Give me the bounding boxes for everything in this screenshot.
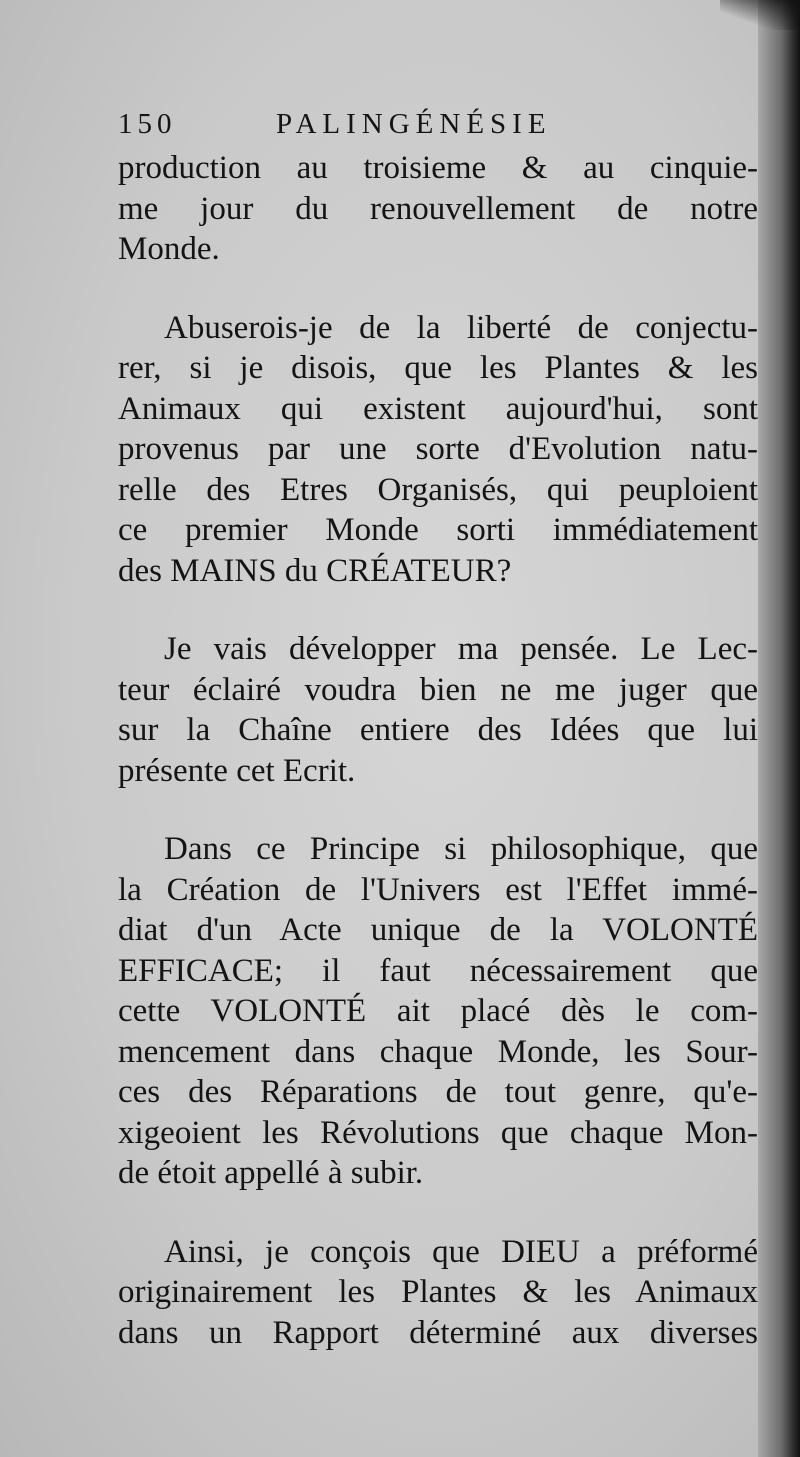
text-line: production au troisieme & au cinquie- [118, 150, 758, 186]
page-edge-shadow [758, 0, 800, 1457]
running-title: PALINGÉNÉSIE [276, 108, 552, 140]
page-corner-shadow [720, 0, 800, 30]
text-line: relle des Etres Organisés, qui peuploient [118, 471, 758, 508]
text-line: de étoit appellé à subir. [118, 1155, 424, 1191]
page-text [118, 100, 758, 1353]
text-line: des MAINS du CRÉATEUR? [118, 552, 512, 589]
paragraph [118, 308, 758, 592]
text-line: Dans ce Principe si philosophique, que [164, 831, 758, 867]
text-line: ce premier Monde sorti immédiatement [118, 512, 758, 548]
paragraph [118, 148, 758, 270]
text-line: dans un Rapport déterminé aux diverses [118, 1314, 758, 1351]
text-line: cette VOLONTÉ ait placé dès le com- [118, 993, 758, 1029]
text-line: Animaux qui existent aujourd'hui, sont [118, 390, 758, 427]
text-line: diat d'un Acte unique de la VOLONTÉ [118, 912, 758, 948]
page-number: 150 [118, 108, 177, 140]
text-line: Ainsi, je conçois que DIEU a préformé [164, 1233, 758, 1270]
text-line: sur la Chaîne entiere des Idées que lui [118, 712, 758, 748]
text-line: Je vais développer ma pensée. Le Lec- [164, 631, 758, 667]
paragraph [118, 829, 758, 1194]
text-line: présente cet Ecrit. [118, 752, 356, 789]
paragraph [118, 629, 758, 791]
text-line: EFFICACE; il faut nécessairement que [118, 952, 758, 989]
text-line: Monde. [118, 231, 220, 267]
text-line: originairement les Plantes & les Animaux [118, 1274, 758, 1310]
text-line: teur éclairé voudra bien ne me juger que [118, 671, 758, 708]
running-head [118, 100, 758, 148]
text-line: Abuserois-je de la liberté de conjectu- [164, 309, 758, 346]
text-line: mencement dans chaque Monde, les Sour- [118, 1033, 758, 1070]
paragraph [118, 1232, 758, 1354]
text-line: me jour du renouvellement de notre [118, 190, 758, 227]
text-line: ces des Réparations de tout genre, qu'e- [118, 1074, 758, 1110]
text-line: la Création de l'Univers est l'Effet immé- [118, 871, 758, 908]
text-line: xigeoient les Révolutions que chaque Mon- [118, 1114, 758, 1151]
text-line: provenus par une sorte d'Evolution natu- [118, 431, 758, 467]
text-line: rer, si je disois, que les Plantes & les [118, 350, 758, 386]
